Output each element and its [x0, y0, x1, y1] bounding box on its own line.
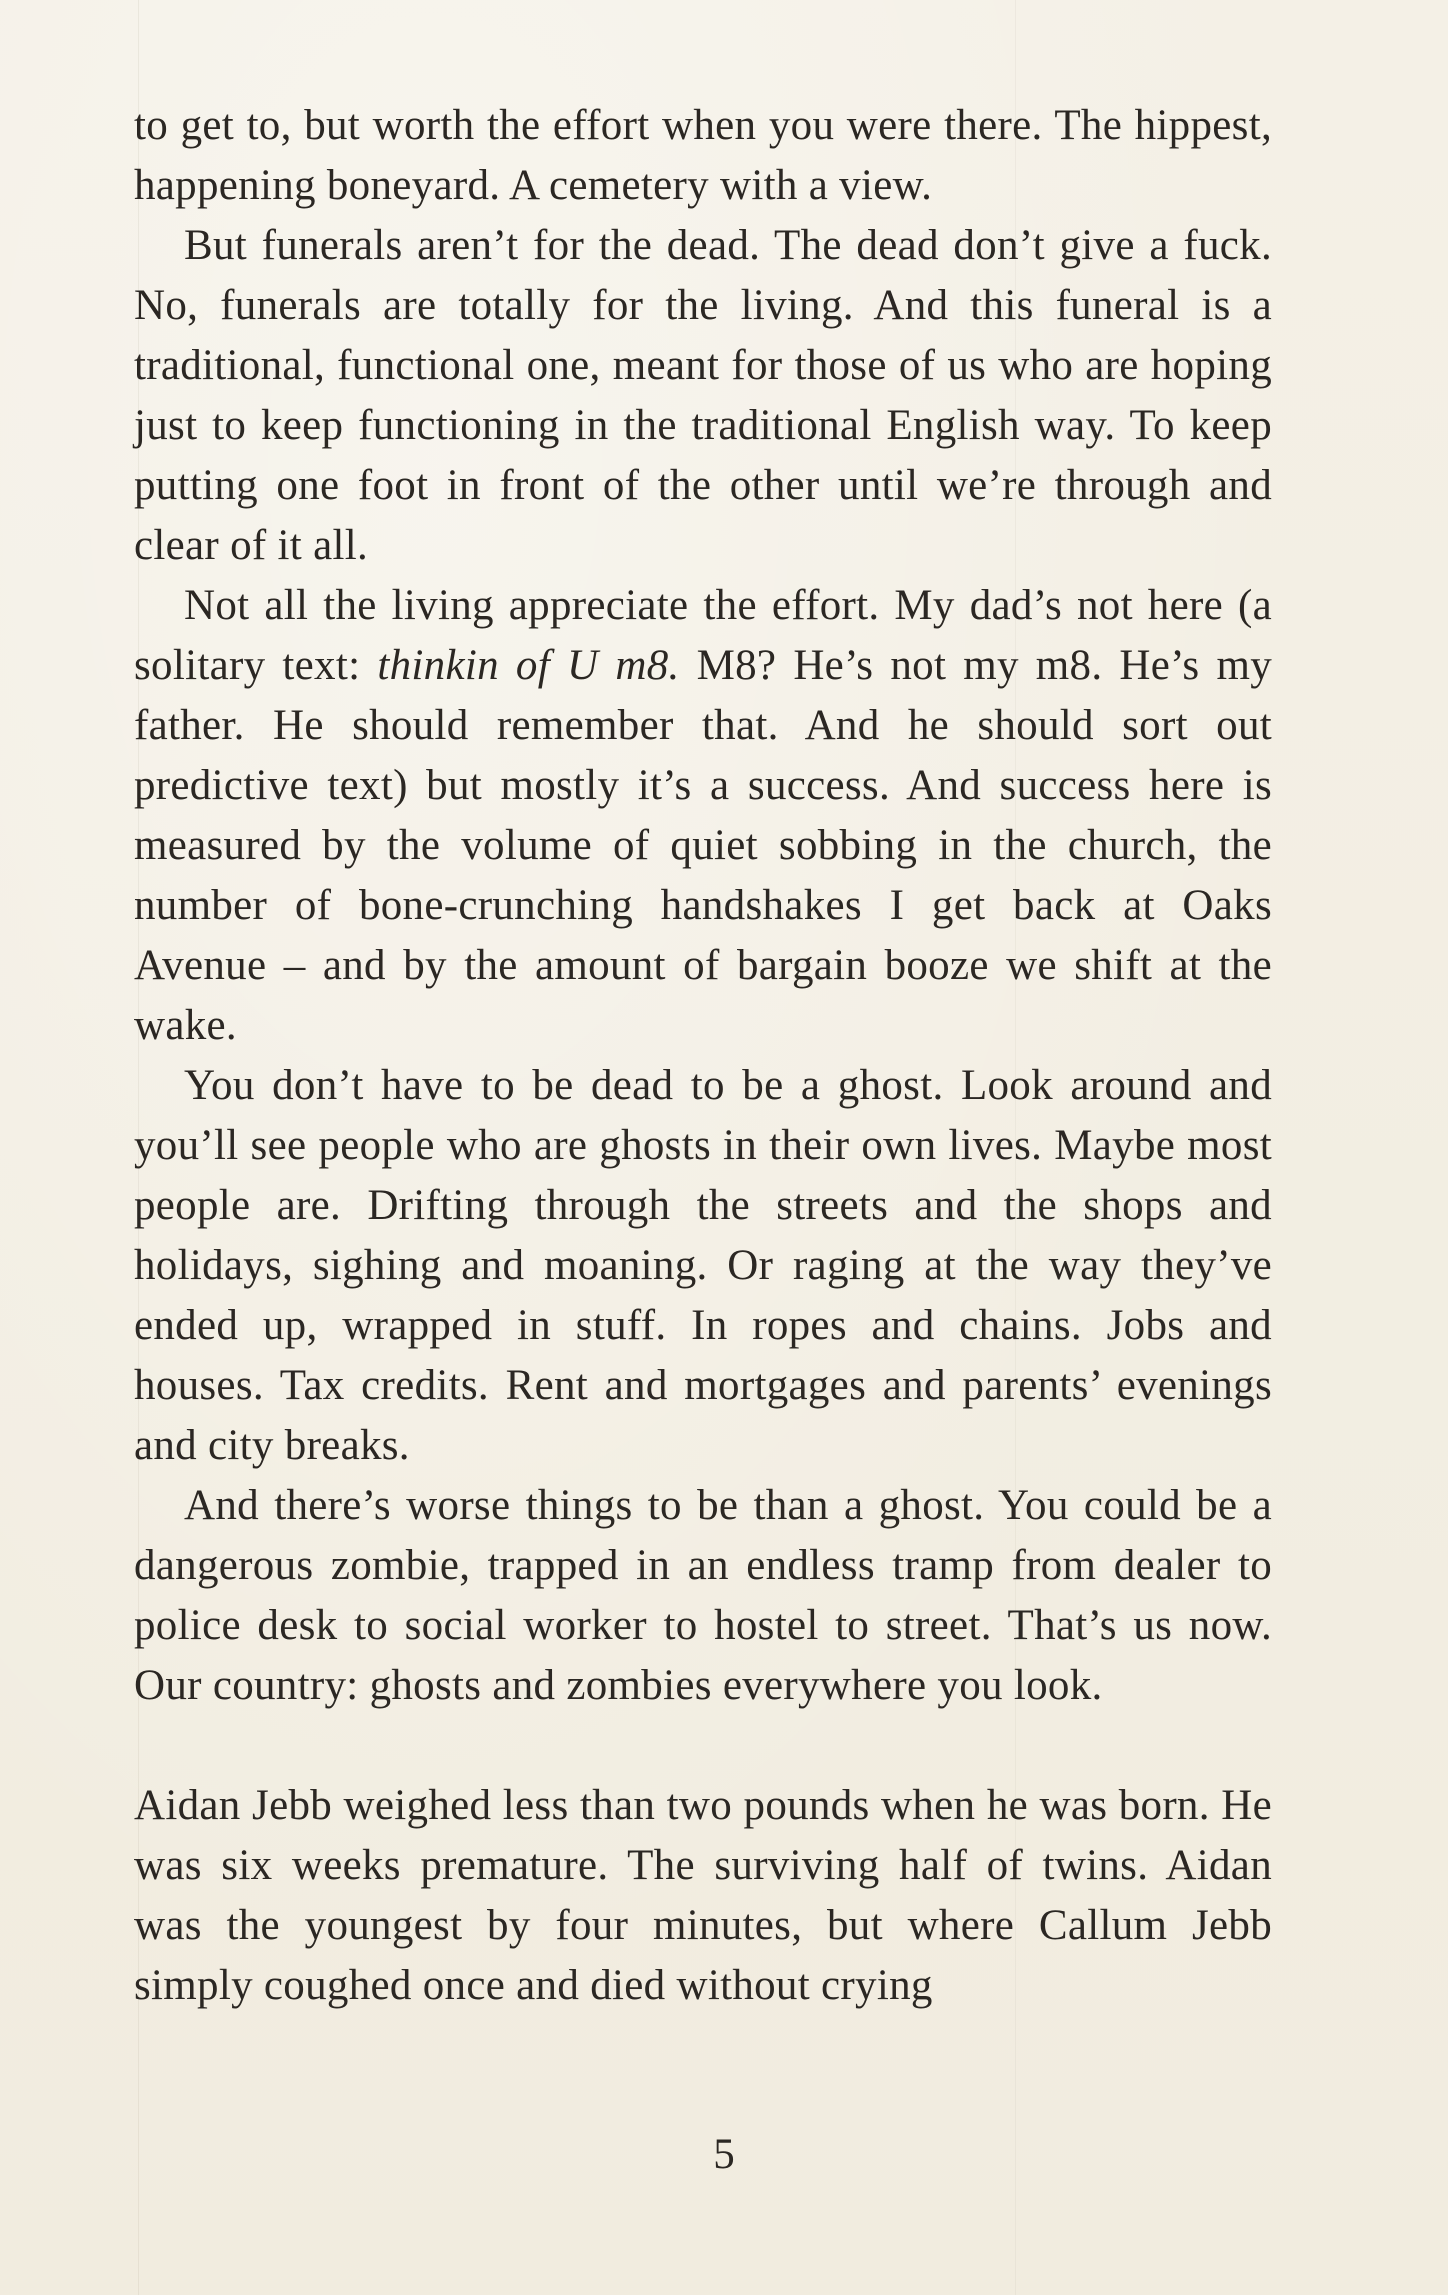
- paragraph-text: Not all the living appreciate the effort. My dad’s not here (a solitary text:: [134, 582, 1272, 689]
- section-break: [134, 1716, 1272, 1776]
- paragraph-text: Aidan Jebb weighed less than two pounds when he was born. He was six weeks premature. The surviving half of twins. Aidan was the youngest by four minutes, but where Callum Jebb simply coughed once and died without crying: [134, 1782, 1272, 2009]
- paragraph-text: to get to, but worth the effort when you were there. The hippest, happening boneyard. A cemetery with a view.: [134, 102, 1272, 209]
- paragraph-text: And there’s worse things to be than a ghost. You could be a dangerous zombie, trapped in an endless tramp from dealer to police desk to social worker to hostel to street. That’s us now. Our country: ghosts and zombies everywhere you look.: [134, 1482, 1272, 1709]
- paragraph: [134, 96, 1272, 216]
- paragraph: [134, 576, 1272, 1056]
- paragraph: [134, 216, 1272, 576]
- paragraph-text: You don’t have to be dead to be a ghost. Look around and you’ll see people who are ghosts in their own lives. Maybe most people are. Drifting through the streets and the shops and holidays, sighing and moaning. Or raging at the way they’ve ended up, wrapped in stuff. In ropes and chains. Jobs and houses. Tax credits. Rent and mortgages and parents’ evenings and city breaks.: [134, 1062, 1272, 1469]
- paragraph: [134, 1776, 1272, 2016]
- paragraph-text: But funerals aren’t for the dead. The dead don’t give a fuck. No, funerals are totally for the living. And this funeral is a traditional, functional one, meant for those of us who are hoping just to keep functioning in the traditional English way. To keep putting one foot in front of the other until we’re through and clear of it all.: [134, 222, 1272, 569]
- page-number: 5: [713, 2131, 735, 2178]
- paragraph: [134, 1476, 1272, 1716]
- italic-text: thinkin of U m8.: [377, 642, 680, 689]
- paragraph: [134, 1056, 1272, 1476]
- body-text: [134, 96, 1272, 2016]
- paragraph-text: M8? He’s not my m8. He’s my father. He should remember that. And he should sort out predictive text) but mostly it’s a success. And success here is measured by the volume of quiet sobbing in the church, the number of bone-crunching handshakes I get back at Oaks Avenue – and by the amount of bargain booze we shift at the wake.: [134, 642, 1273, 1049]
